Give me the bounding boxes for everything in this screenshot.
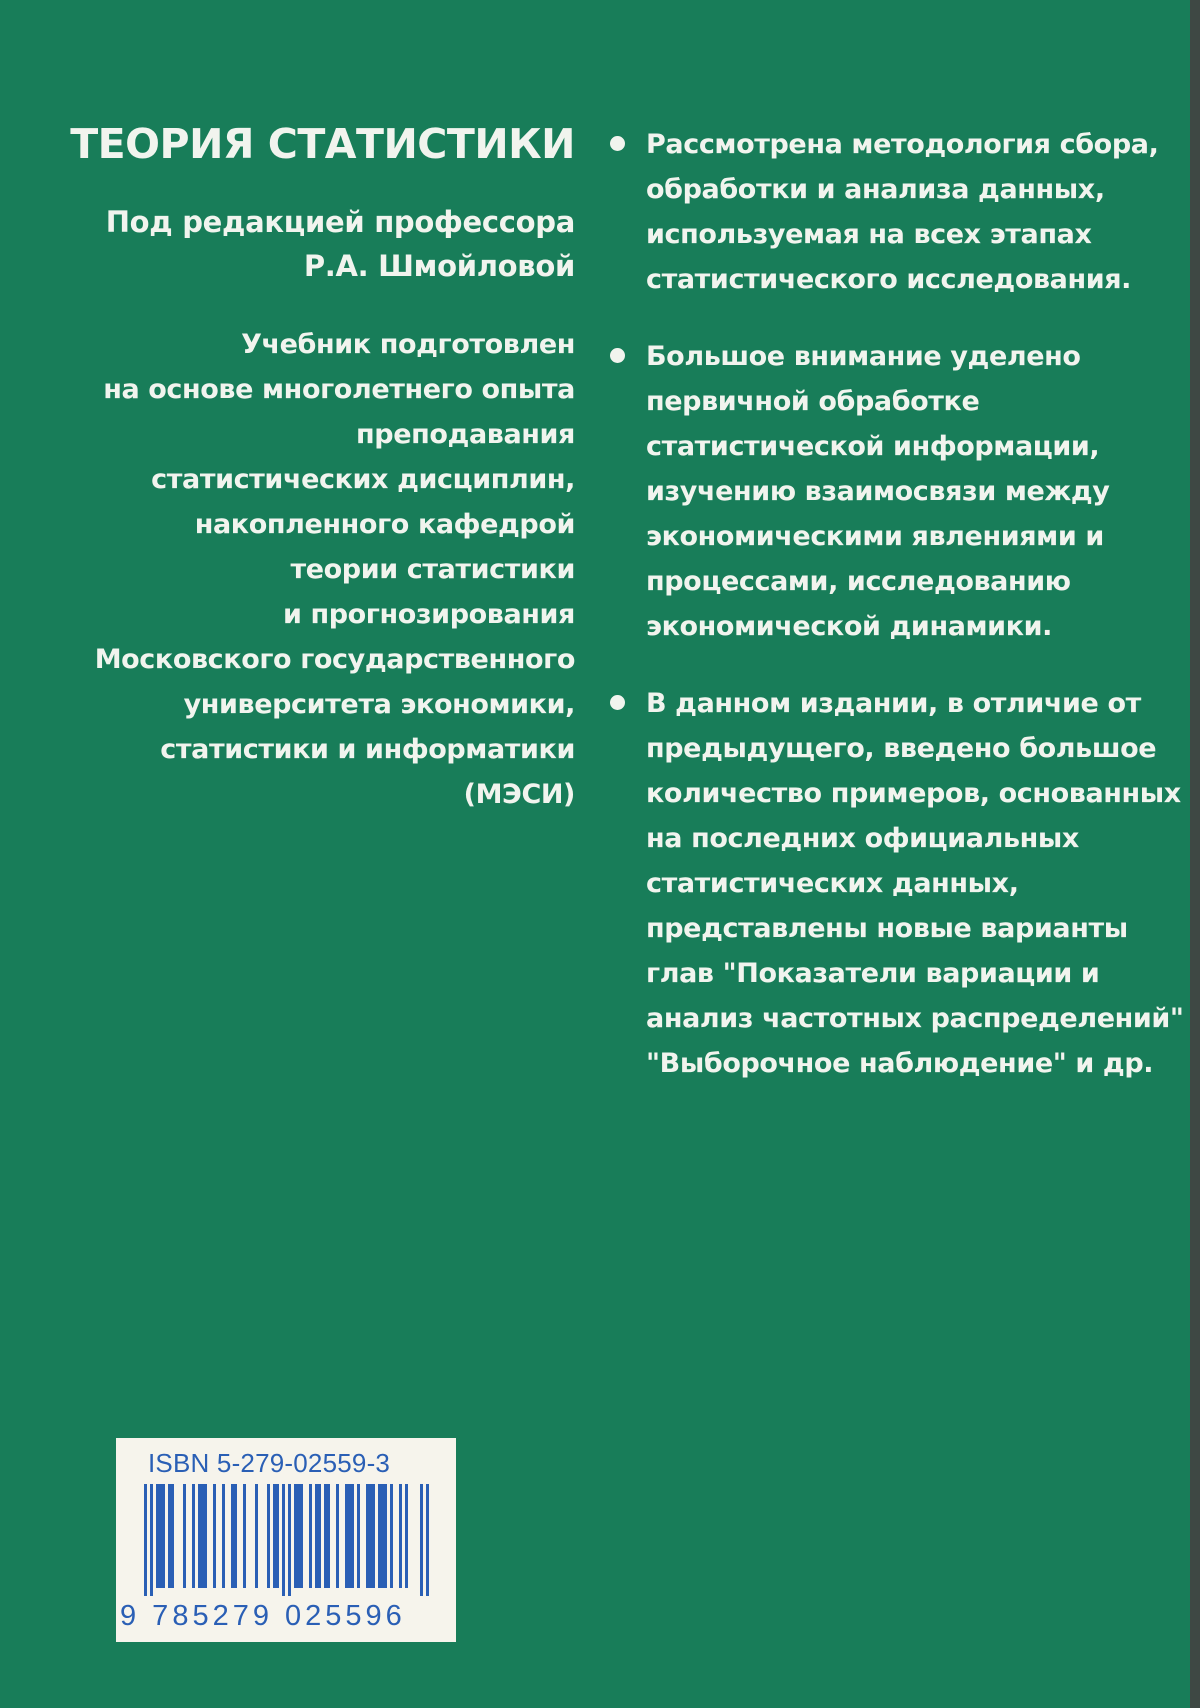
description-line: (МЭСИ) [463,779,575,810]
feature-line: процессами, исследованию [646,566,1071,597]
description-line: статистики и информатики [160,734,575,765]
barcode-bar [351,1484,354,1588]
left-column [60,118,575,817]
feature-line: предыдущего, введено большое [646,733,1157,764]
barcode-bar [267,1484,270,1588]
editor-credit [60,200,575,288]
barcode-bar [336,1484,339,1588]
description-line: теории статистики [290,554,575,585]
barcode-bar [399,1484,402,1588]
ean-digits: 9 785279 025596 [120,1600,406,1632]
feature-line: используемая на всех этапах [646,219,1092,250]
isbn-label: ISBN 5-279-02559-3 [148,1448,391,1478]
description-line: накопленного кафедрой [194,509,575,540]
feature-line: первичной обработке [646,386,980,417]
barcode-bar [234,1484,237,1588]
barcode-bar [282,1484,285,1596]
feature-line: обработки и анализа данных, [646,174,1105,205]
barcode-bar [297,1484,300,1588]
barcode-bar [150,1484,153,1596]
editor-line: Под редакцией профессора [105,205,575,239]
barcode-bar [345,1484,348,1588]
barcode-bar [384,1484,387,1588]
barcode-bar [171,1484,174,1588]
feature-item-processing [612,334,1172,649]
barcode-bar [426,1484,429,1596]
feature-list [612,122,1184,1086]
feature-line: глав "Показатели вариации и [646,958,1100,989]
book-title: ТЕОРИЯ СТАТИСТИКИ [70,120,575,168]
bullet-dot-icon [610,136,625,151]
feature-line: Рассмотрена методология сбора, [646,129,1159,160]
feature-line: статистического исследования. [646,264,1132,295]
feature-item-methodology [612,122,1172,302]
description-line: Учебник подготовлен [241,329,575,360]
barcode-bars [136,1484,436,1596]
barcode-bar [273,1484,276,1588]
barcode-bar [222,1484,225,1588]
feature-line: представлены новые варианты [646,913,1128,944]
editor-line: Р.А. Шмойловой [303,249,575,283]
barcode-bar [348,1484,351,1588]
feature-line: на последних официальных [646,823,1079,854]
barcode-bar [288,1484,291,1596]
barcode-bar [390,1484,393,1588]
feature-line: статистической информации, [646,431,1100,462]
feature-line: "Выборочное наблюдение" и др. [646,1048,1154,1079]
feature-item-edition [612,681,1184,1086]
barcode-bar [318,1484,321,1588]
isbn-barcode [116,1438,456,1642]
description-line: статистических дисциплин, [151,464,575,495]
barcode-bar [231,1484,234,1588]
description-line: Московского государственного [94,644,575,675]
barcode-bar [204,1484,207,1588]
barcode-bar [381,1484,384,1588]
barcode-bar [243,1484,246,1588]
barcode-bar [420,1484,423,1596]
barcode-bar [201,1484,204,1588]
description-line: и прогнозирования [282,599,575,630]
barcode-bar [372,1484,375,1588]
barcode-bar [357,1484,360,1588]
barcode-bar [144,1484,147,1596]
feature-line: экономическими явлениями и [646,521,1104,552]
description-line: на основе многолетнего опыта [103,374,575,405]
bullet-dot-icon [610,348,625,363]
barcode-bar [168,1484,171,1588]
feature-line: статистических данных, [646,868,1019,899]
feature-line: экономической динамики. [646,611,1053,642]
barcode-bar [162,1484,165,1588]
barcode-bar [276,1484,279,1588]
barcode-bar [315,1484,318,1588]
barcode-bar [198,1484,201,1588]
barcode-bar [294,1484,297,1588]
description-line: преподавания [356,419,575,450]
feature-line: количество примеров, основанных [646,778,1181,809]
barcode-bar [213,1484,216,1588]
barcode-bar [327,1484,330,1588]
barcode-bar [156,1484,159,1588]
description-line: университета экономики, [183,689,575,720]
feature-line: изучению взаимосвязи между [646,476,1110,507]
barcode-bar [378,1484,381,1588]
barcode-bar [369,1484,372,1588]
barcode-bar [192,1484,195,1588]
barcode-bar [405,1484,408,1588]
feature-line: анализ частотных распределений" [646,1003,1184,1034]
barcode-bar [324,1484,327,1588]
feature-line: В данном издании, в отличие от [646,688,1141,719]
book-description [60,322,575,817]
barcode-bar [183,1484,186,1588]
barcode-bar [159,1484,162,1588]
bullet-dot-icon [610,695,625,710]
barcode-bar [366,1484,369,1588]
barcode-bar [300,1484,303,1588]
barcode-bar [309,1484,312,1588]
barcode-bar [255,1484,258,1588]
feature-line: Большое внимание уделено [646,341,1081,372]
